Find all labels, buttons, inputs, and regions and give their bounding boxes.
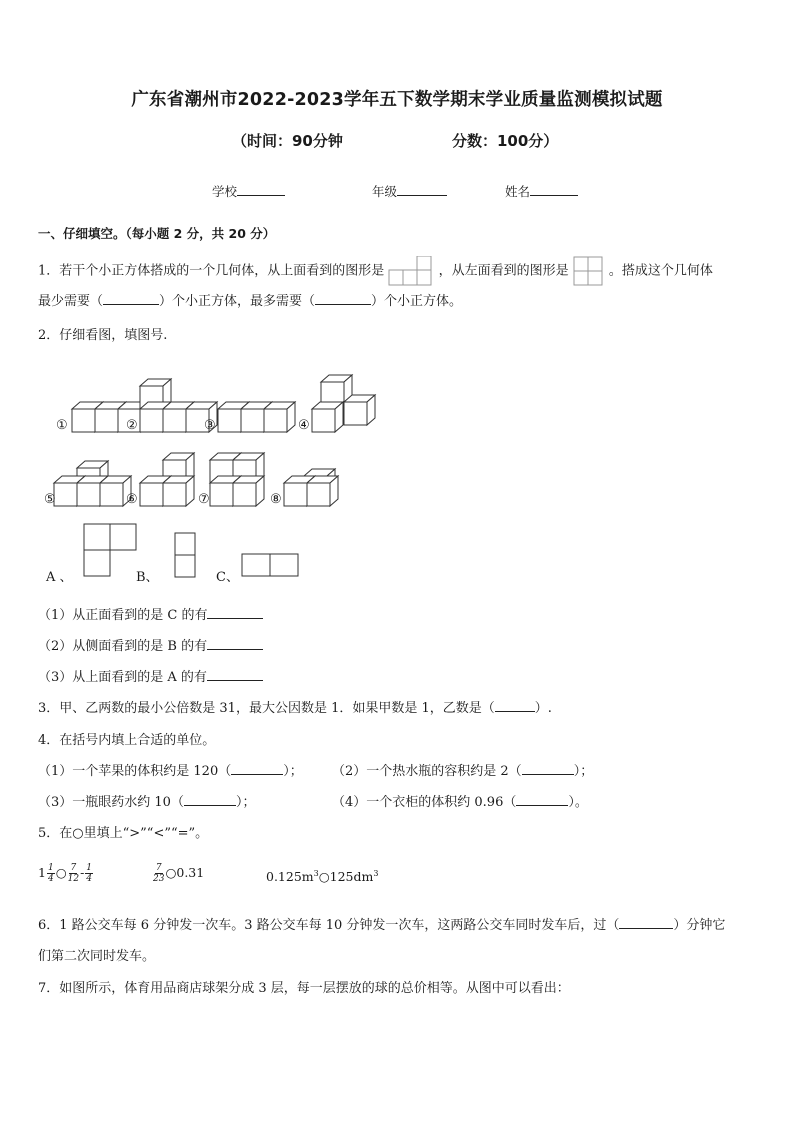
question-6-line2: 们第二次同时发车。 (38, 949, 156, 964)
name-field (505, 182, 578, 200)
school-label: 学校 (212, 184, 238, 199)
figure-6 (140, 453, 194, 506)
q4-item-1-text: （1）一个苹果的体积约是 120（ (38, 764, 232, 779)
question-1-line2 (38, 290, 462, 309)
q2-sub-1-text: （1）从正面看到的是 C 的有 (38, 608, 208, 623)
q4-item-1-end: ）； (283, 764, 303, 779)
comparison-2[interactable] (152, 863, 204, 884)
c1-f1-den: 4 (47, 874, 54, 884)
school-blank[interactable] (237, 195, 285, 196)
q3-blank[interactable] (495, 711, 535, 712)
figure-label-7: ⑦ (198, 492, 210, 507)
q1-text-c: 。搭成这个几何体 (608, 263, 713, 279)
c1-compare-circle[interactable]: ○ (55, 865, 67, 880)
q4-item-2-text: （2）一个热水瓶的容积约是 2（ (332, 764, 522, 779)
q1-max-blank[interactable] (315, 304, 371, 305)
exam-score: 分数：100分） (452, 132, 559, 150)
c1-f3-num: 1 (86, 863, 93, 873)
q1-end-text: ）个小正方体。 (371, 294, 463, 309)
q4-item-2-end: ）； (573, 764, 594, 779)
q1-text-a: 1．若干个小正方体搭成的一个几何体，从上面看到的图形是 (38, 263, 385, 279)
question-5-text: 5．在○里填上“>”“<”“=”。 (38, 826, 209, 841)
c1-fraction-3 (85, 863, 93, 884)
grade-field (372, 182, 447, 200)
figure-label-5: ⑤ (44, 492, 56, 507)
q6-text-b: ）分钟它 (673, 918, 726, 933)
section-heading: 一、仔细填空。（每小题 2 分，共 20 分） (38, 226, 276, 241)
figure-label-6: ⑥ (126, 492, 138, 507)
c2-num: 7 (155, 863, 162, 873)
question-2-text: 2．仔细看图，填图号. (38, 328, 168, 343)
q2-sub-2 (38, 635, 263, 654)
q4-item-4 (332, 791, 588, 810)
q1-min-blank[interactable] (103, 304, 159, 305)
q4-item-1-blank[interactable] (231, 774, 283, 775)
option-a-label: A 、 (46, 570, 73, 585)
c1-minus: - (80, 865, 85, 880)
question-4-text: 4．在括号内填上合适的单位。 (38, 733, 216, 748)
c1-fraction-1 (47, 863, 55, 884)
q2-sub-1-blank[interactable] (207, 618, 263, 619)
school-field (212, 182, 285, 200)
figure-7 (210, 453, 264, 506)
c2-compare: ○0.31 (165, 865, 205, 880)
figure-5 (54, 461, 131, 506)
c1-f3-den: 4 (86, 874, 93, 884)
q2-sub-3-text: （3）从上面看到的是 A 的有 (38, 670, 207, 685)
page-title: 广东省潮州市2022-2023学年五下数学期末学业质量监测模拟试题 (131, 90, 663, 110)
figure-label-1: ① (56, 418, 68, 433)
figure-label-8: ⑧ (270, 492, 282, 507)
q2-sub-2-blank[interactable] (207, 649, 263, 650)
q2-sub-3 (38, 666, 263, 685)
question-1-line1 (38, 256, 713, 286)
comparison-3[interactable] (266, 869, 378, 884)
c3-left-exp: 3 (313, 869, 319, 878)
figure-8 (284, 469, 338, 506)
q3-text: 3．甲、乙两数的最小公倍数是 31，最大公因数是 1．如果甲数是 1，乙数是（ (38, 701, 495, 716)
option-b-label: B、 (136, 570, 159, 585)
c2-den: 23 (153, 874, 165, 884)
comparison-1[interactable] (38, 863, 94, 884)
name-blank[interactable] (530, 195, 578, 196)
c1-f2-den: 12 (67, 874, 80, 884)
left-view-figure (573, 256, 605, 286)
q1-text-b: ，从左面看到的图形是 (438, 263, 569, 279)
grade-blank[interactable] (397, 195, 447, 196)
option-c-shape (241, 553, 301, 578)
q6-blank[interactable] (619, 928, 673, 929)
q1-min-text: 最少需要（ (38, 294, 104, 309)
q4-item-1 (38, 760, 303, 779)
q4-item-4-blank[interactable] (516, 805, 568, 806)
q4-item-3-text: （3）一瓶眼药水约 10（ (38, 795, 184, 810)
c3-left: 0.125m (266, 869, 314, 885)
q4-item-3-blank[interactable] (184, 805, 236, 806)
q3-end: ）. (534, 701, 552, 716)
c2-fraction (153, 863, 164, 884)
figure-3 (218, 402, 295, 432)
q4-item-3-end: ）； (235, 795, 256, 810)
q2-sub-3-blank[interactable] (207, 680, 263, 681)
option-c-label: C、 (216, 570, 239, 585)
q6-text: 6．1 路公交车每 6 分钟发一次车。3 路公交车每 10 分钟发一次车，这两路公交车同时发车后，过（ (38, 918, 620, 933)
q4-item-4-end: ）。 (568, 795, 588, 810)
question-6-line1 (38, 914, 725, 933)
figure-label-3: ③ (204, 418, 216, 433)
top-view-figure (388, 256, 434, 286)
c1-whole: 1 (38, 865, 46, 880)
q1-max-text: ）个小正方体，最多需要（ (159, 294, 316, 309)
question-3 (38, 697, 552, 716)
name-label: 姓名 (505, 184, 531, 199)
figure-4 (312, 375, 375, 432)
q4-item-4-text: （4）一个衣柜的体积约 0.96（ (332, 795, 517, 810)
q4-item-2 (332, 760, 593, 779)
option-b-shape (174, 532, 198, 578)
q2-sub-1 (38, 604, 263, 623)
question-7-text: 7．如图所示，体育用品商店球架分成 3 层，每一层摆放的球的总价相等。从图中可以看出： (38, 981, 570, 996)
option-a-shape (83, 523, 139, 579)
figure-label-2: ② (126, 418, 138, 433)
grade-label: 年级 (372, 184, 398, 199)
c3-right-exp: 3 (373, 869, 379, 878)
q4-item-2-blank[interactable] (522, 774, 574, 775)
q2-sub-2-text: （2）从侧面看到的是 B 的有 (38, 639, 208, 654)
c1-f2-num: 7 (70, 863, 77, 873)
figure-label-4: ④ (298, 418, 310, 433)
c1-f1-num: 1 (47, 863, 54, 873)
solid-figures (40, 372, 390, 512)
exam-time: （时间：90分钟 (232, 132, 343, 150)
c1-fraction-2 (68, 863, 79, 884)
q4-item-3 (38, 791, 255, 810)
c3-right: ○125dm (318, 869, 374, 885)
